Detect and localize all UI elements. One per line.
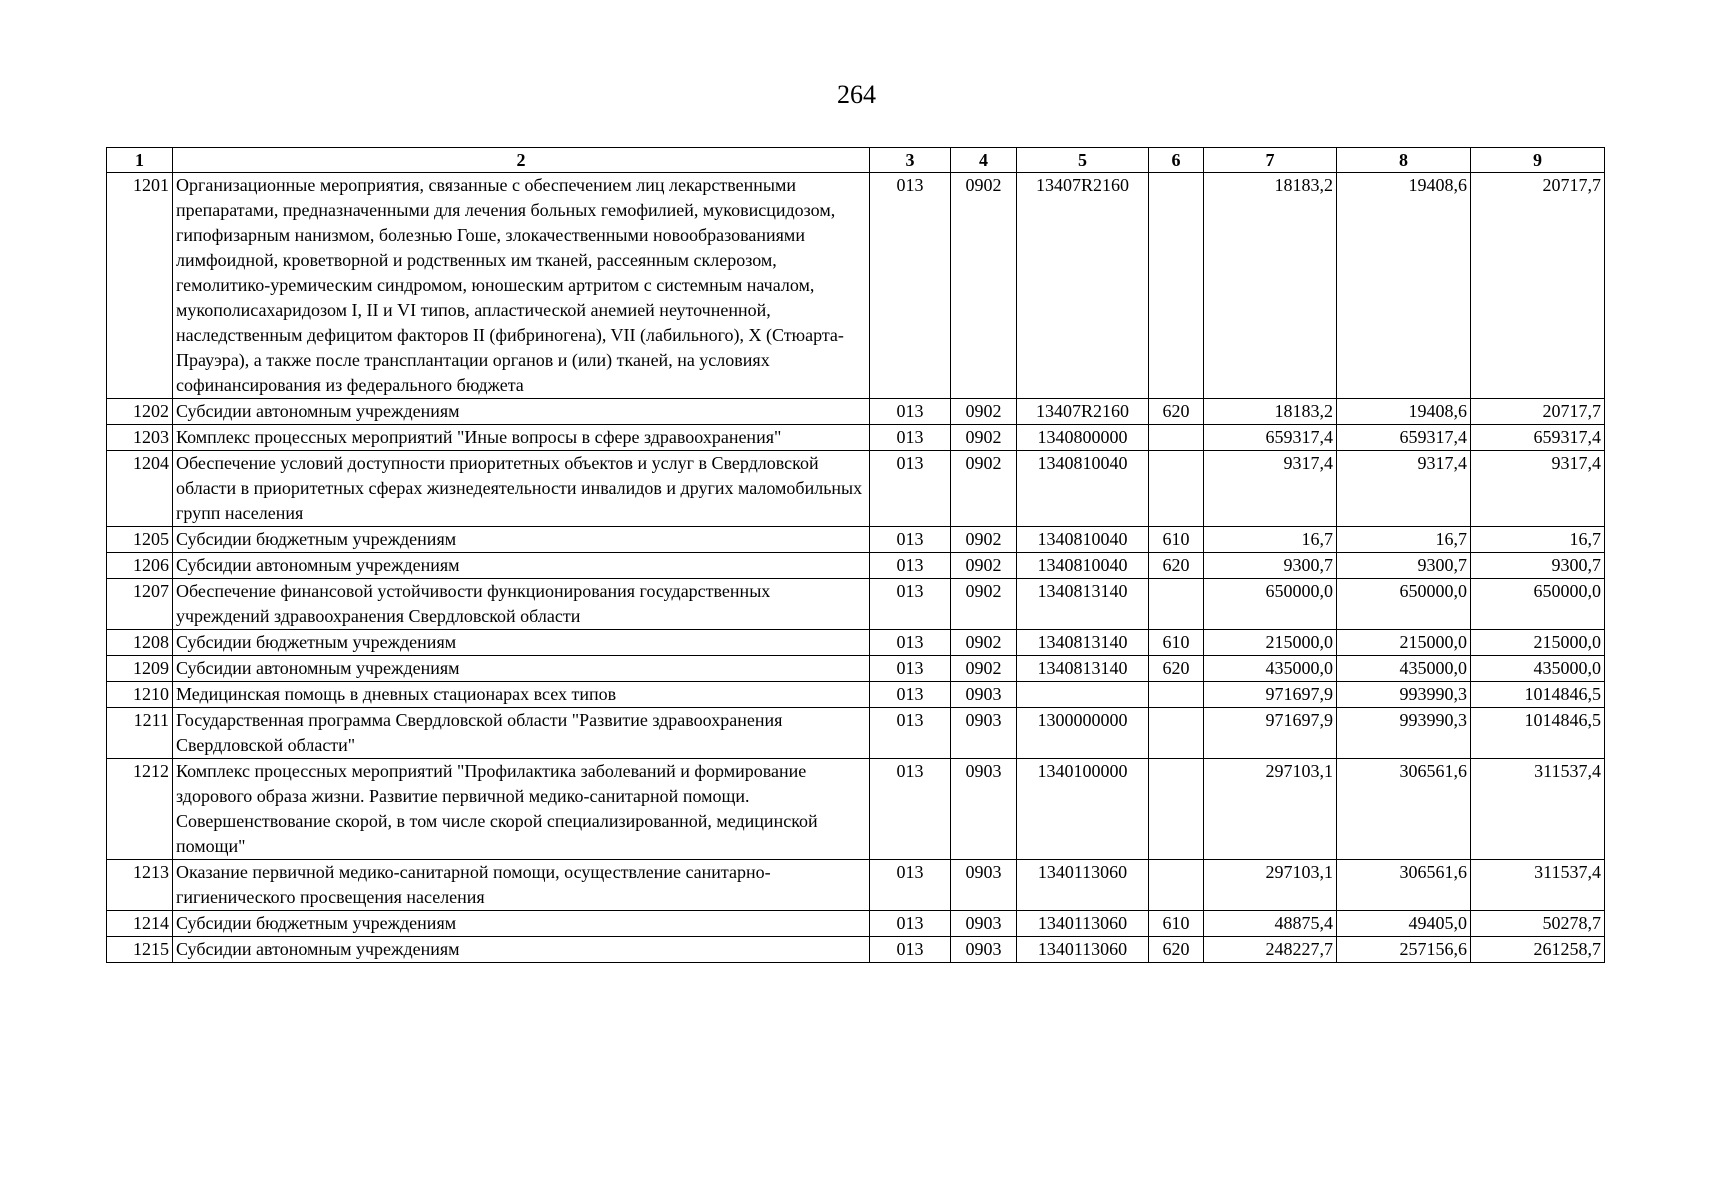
section-code: 0902 — [951, 553, 1017, 579]
row-name: Обеспечение условий доступности приоритетных объектов и услуг в Свердловской области в приоритетных сферах жизнедеятельности инвалидов и других маломобильных групп населения — [173, 451, 870, 527]
table-row — [107, 630, 1605, 656]
row-number: 1201 — [107, 173, 173, 399]
row-number: 1207 — [107, 579, 173, 630]
amount-col-9: 20717,7 — [1471, 173, 1605, 399]
section-code: 0902 — [951, 656, 1017, 682]
amount-col-8: 257156,6 — [1337, 937, 1471, 963]
target-article-code: 1340810040 — [1017, 527, 1149, 553]
expense-type-code — [1149, 173, 1204, 399]
ministry-code: 013 — [870, 682, 951, 708]
amount-col-8: 306561,6 — [1337, 759, 1471, 860]
table-row — [107, 656, 1605, 682]
amount-col-8: 435000,0 — [1337, 656, 1471, 682]
ministry-code: 013 — [870, 527, 951, 553]
ministry-code: 013 — [870, 759, 951, 860]
amount-col-7: 297103,1 — [1204, 860, 1337, 911]
ministry-code: 013 — [870, 860, 951, 911]
amount-col-8: 16,7 — [1337, 527, 1471, 553]
target-article-code: 1300000000 — [1017, 708, 1149, 759]
ministry-code: 013 — [870, 425, 951, 451]
row-name: Комплекс процессных мероприятий "Профилактика заболеваний и формирование здорового образа жизни. Развитие первичной медико-санитарной помощи. Совершенствование скорой, в том числе скорой специализированной, медицинской помощи" — [173, 759, 870, 860]
expense-type-code: 620 — [1149, 937, 1204, 963]
section-code: 0902 — [951, 399, 1017, 425]
amount-col-7: 18183,2 — [1204, 399, 1337, 425]
target-article-code: 1340813140 — [1017, 630, 1149, 656]
target-article-code: 1340113060 — [1017, 911, 1149, 937]
row-number: 1205 — [107, 527, 173, 553]
header-col-1: 1 — [107, 148, 173, 173]
table-row — [107, 759, 1605, 860]
table-row — [107, 527, 1605, 553]
ministry-code: 013 — [870, 630, 951, 656]
amount-col-8: 49405,0 — [1337, 911, 1471, 937]
header-col-6: 6 — [1149, 148, 1204, 173]
row-name: Комплекс процессных мероприятий "Иные вопросы в сфере здравоохранения" — [173, 425, 870, 451]
expense-type-code — [1149, 682, 1204, 708]
table-row — [107, 708, 1605, 759]
target-article-code: 1340113060 — [1017, 860, 1149, 911]
row-number: 1210 — [107, 682, 173, 708]
amount-col-7: 215000,0 — [1204, 630, 1337, 656]
amount-col-8: 650000,0 — [1337, 579, 1471, 630]
row-number: 1206 — [107, 553, 173, 579]
expense-type-code: 620 — [1149, 399, 1204, 425]
ministry-code: 013 — [870, 937, 951, 963]
amount-col-8: 659317,4 — [1337, 425, 1471, 451]
row-number: 1212 — [107, 759, 173, 860]
amount-col-8: 19408,6 — [1337, 399, 1471, 425]
amount-col-8: 215000,0 — [1337, 630, 1471, 656]
ministry-code: 013 — [870, 911, 951, 937]
amount-col-9: 261258,7 — [1471, 937, 1605, 963]
header-col-8: 8 — [1337, 148, 1471, 173]
expense-type-code — [1149, 708, 1204, 759]
row-name: Обеспечение финансовой устойчивости функционирования государственных учреждений здравоохранения Свердловской области — [173, 579, 870, 630]
amount-col-9: 9300,7 — [1471, 553, 1605, 579]
ministry-code: 013 — [870, 173, 951, 399]
section-code: 0902 — [951, 425, 1017, 451]
header-col-4: 4 — [951, 148, 1017, 173]
header-col-2: 2 — [173, 148, 870, 173]
amount-col-8: 993990,3 — [1337, 682, 1471, 708]
section-code: 0902 — [951, 527, 1017, 553]
header-row — [107, 148, 1605, 173]
table-row — [107, 425, 1605, 451]
row-name: Субсидии бюджетным учреждениям — [173, 911, 870, 937]
ministry-code: 013 — [870, 553, 951, 579]
amount-col-7: 48875,4 — [1204, 911, 1337, 937]
amount-col-7: 9317,4 — [1204, 451, 1337, 527]
ministry-code: 013 — [870, 656, 951, 682]
amount-col-9: 20717,7 — [1471, 399, 1605, 425]
section-code: 0903 — [951, 708, 1017, 759]
row-name: Оказание первичной медико-санитарной помощи, осуществление санитарно-гигиенического просвещения населения — [173, 860, 870, 911]
table-row — [107, 399, 1605, 425]
section-code: 0902 — [951, 579, 1017, 630]
amount-col-9: 1014846,5 — [1471, 682, 1605, 708]
amount-col-7: 248227,7 — [1204, 937, 1337, 963]
expense-type-code: 610 — [1149, 911, 1204, 937]
expense-type-code — [1149, 759, 1204, 860]
section-code: 0903 — [951, 937, 1017, 963]
section-code: 0902 — [951, 630, 1017, 656]
row-name: Субсидии автономным учреждениям — [173, 656, 870, 682]
amount-col-7: 435000,0 — [1204, 656, 1337, 682]
amount-col-9: 435000,0 — [1471, 656, 1605, 682]
ministry-code: 013 — [870, 451, 951, 527]
section-code: 0903 — [951, 759, 1017, 860]
target-article-code: 1340813140 — [1017, 579, 1149, 630]
amount-col-8: 9317,4 — [1337, 451, 1471, 527]
expense-type-code — [1149, 579, 1204, 630]
target-article-code: 1340800000 — [1017, 425, 1149, 451]
header-col-7: 7 — [1204, 148, 1337, 173]
ministry-code: 013 — [870, 579, 951, 630]
row-name: Субсидии бюджетным учреждениям — [173, 630, 870, 656]
amount-col-9: 9317,4 — [1471, 451, 1605, 527]
row-name: Медицинская помощь в дневных стационарах всех типов — [173, 682, 870, 708]
expense-type-code — [1149, 860, 1204, 911]
row-name: Субсидии автономным учреждениям — [173, 553, 870, 579]
amount-col-7: 971697,9 — [1204, 708, 1337, 759]
section-code: 0903 — [951, 911, 1017, 937]
table-row — [107, 911, 1605, 937]
amount-col-7: 297103,1 — [1204, 759, 1337, 860]
amount-col-9: 16,7 — [1471, 527, 1605, 553]
amount-col-8: 9300,7 — [1337, 553, 1471, 579]
target-article-code — [1017, 682, 1149, 708]
row-number: 1213 — [107, 860, 173, 911]
target-article-code: 1340100000 — [1017, 759, 1149, 860]
row-name: Субсидии автономным учреждениям — [173, 937, 870, 963]
ministry-code: 013 — [870, 708, 951, 759]
expense-type-code — [1149, 451, 1204, 527]
row-name: Субсидии автономным учреждениям — [173, 399, 870, 425]
section-code: 0902 — [951, 173, 1017, 399]
row-name: Государственная программа Свердловской области "Развитие здравоохранения Свердловской области" — [173, 708, 870, 759]
header-col-9: 9 — [1471, 148, 1605, 173]
amount-col-9: 1014846,5 — [1471, 708, 1605, 759]
row-number: 1215 — [107, 937, 173, 963]
row-name: Субсидии бюджетным учреждениям — [173, 527, 870, 553]
row-number: 1209 — [107, 656, 173, 682]
table-row — [107, 451, 1605, 527]
expense-type-code: 610 — [1149, 630, 1204, 656]
header-col-3: 3 — [870, 148, 951, 173]
amount-col-8: 19408,6 — [1337, 173, 1471, 399]
target-article-code: 1340810040 — [1017, 451, 1149, 527]
amount-col-8: 306561,6 — [1337, 860, 1471, 911]
amount-col-7: 659317,4 — [1204, 425, 1337, 451]
header-col-5: 5 — [1017, 148, 1149, 173]
target-article-code: 1340810040 — [1017, 553, 1149, 579]
table-row — [107, 553, 1605, 579]
amount-col-9: 311537,4 — [1471, 860, 1605, 911]
expense-type-code: 610 — [1149, 527, 1204, 553]
page-number: 264 — [837, 80, 876, 109]
amount-col-7: 9300,7 — [1204, 553, 1337, 579]
ministry-code: 013 — [870, 399, 951, 425]
amount-col-9: 50278,7 — [1471, 911, 1605, 937]
expense-type-code: 620 — [1149, 553, 1204, 579]
target-article-code: 1340813140 — [1017, 656, 1149, 682]
row-number: 1214 — [107, 911, 173, 937]
budget-table — [106, 147, 1605, 963]
table-row — [107, 937, 1605, 963]
amount-col-9: 311537,4 — [1471, 759, 1605, 860]
table-row — [107, 579, 1605, 630]
table-row — [107, 860, 1605, 911]
section-code: 0903 — [951, 860, 1017, 911]
amount-col-7: 971697,9 — [1204, 682, 1337, 708]
section-code: 0903 — [951, 682, 1017, 708]
table-row — [107, 173, 1605, 399]
amount-col-9: 650000,0 — [1471, 579, 1605, 630]
amount-col-8: 993990,3 — [1337, 708, 1471, 759]
row-number: 1202 — [107, 399, 173, 425]
amount-col-7: 16,7 — [1204, 527, 1337, 553]
amount-col-9: 215000,0 — [1471, 630, 1605, 656]
target-article-code: 1340113060 — [1017, 937, 1149, 963]
row-number: 1208 — [107, 630, 173, 656]
target-article-code: 13407R2160 — [1017, 173, 1149, 399]
row-name: Организационные мероприятия, связанные с обеспечением лиц лекарственными препаратами, предназначенными для лечения больных гемофилией, муковисцидозом, гипофизарным нанизмом, болезнью Гоше, злокачественными новообразованиями лимфоидной, кроветворной и родственных им тканей, рассеянным склерозом, гемолитико-уремическим синдромом, юношеским артритом с системным началом, мукополисахаридозом I, II и VI типов, апластической анемией неуточненной, наследственным дефицитом факторов II (фибриногена), VII (лабильного), X (Стюарта-Прауэра), а также после трансплантации органов и (или) тканей, на условиях софинансирования из федерального бюджета — [173, 173, 870, 399]
amount-col-7: 18183,2 — [1204, 173, 1337, 399]
expense-type-code — [1149, 425, 1204, 451]
target-article-code: 13407R2160 — [1017, 399, 1149, 425]
row-number: 1204 — [107, 451, 173, 527]
row-number: 1211 — [107, 708, 173, 759]
amount-col-9: 659317,4 — [1471, 425, 1605, 451]
amount-col-7: 650000,0 — [1204, 579, 1337, 630]
table-row — [107, 682, 1605, 708]
row-number: 1203 — [107, 425, 173, 451]
section-code: 0902 — [951, 451, 1017, 527]
expense-type-code: 620 — [1149, 656, 1204, 682]
